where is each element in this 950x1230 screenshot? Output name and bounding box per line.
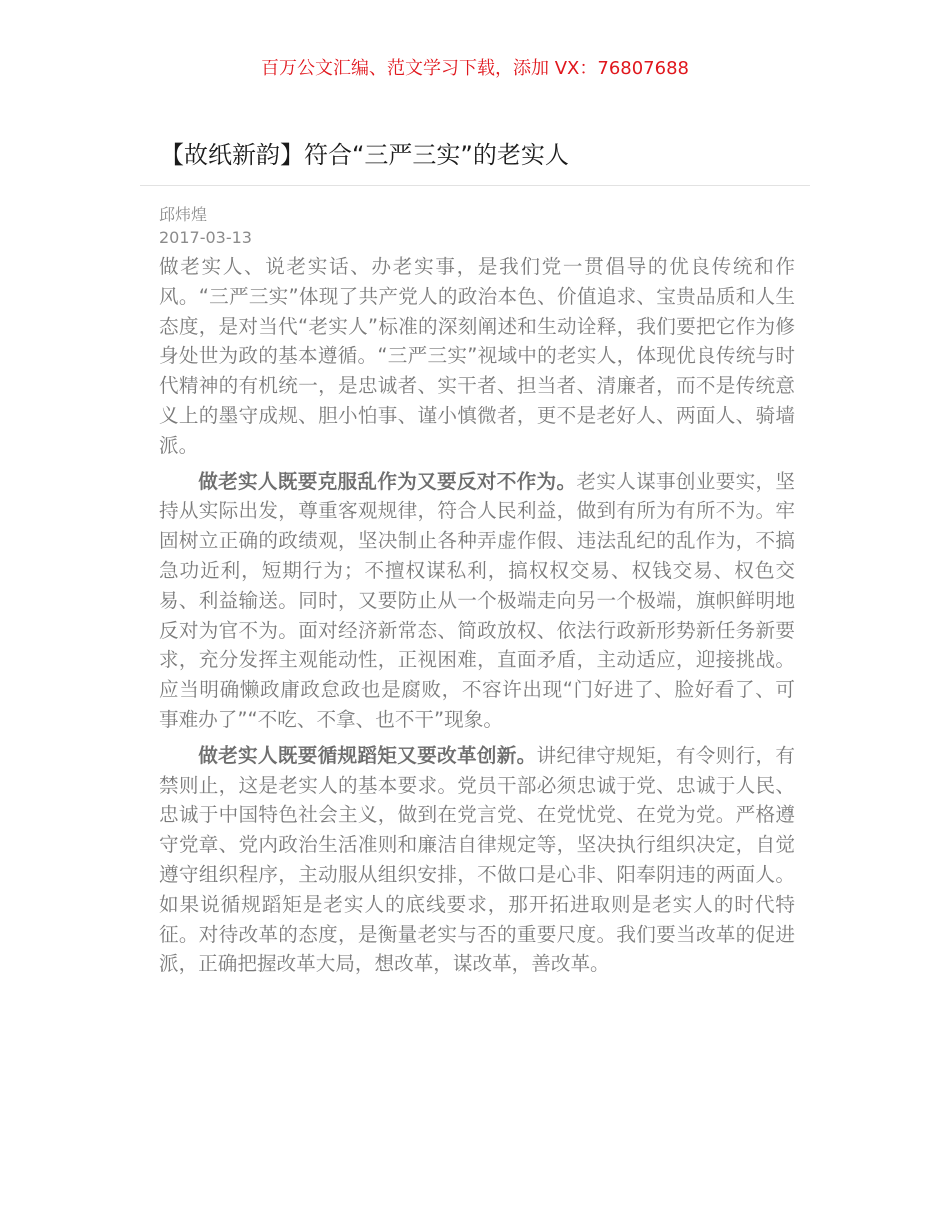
paragraph-reform [159, 741, 795, 979]
paragraph-body: 老实人谋事创业要实，坚持从实际出发，尊重客观规律，符合人民利益，做到有所为有所不为。牢固树立正确的政绩观，坚决制止各种弄虚作假、违法乱纪的乱作为，不搞急功近利，短期行为；不擅权谋私利，搞权权交易、权钱交易、权色交易、利益输送。同时，又要防止从一个极端走向另一个极端，旗帜鲜明地反对为官不为。面对经济新常态、简政放权、依法行政新形势新任务新要求，充分发挥主观能动性，正视困难，直面矛盾，主动适应，迎接挑战。应当明确懒政庸政怠政也是腐败，不容许出现“门好进了、脸好看了、可事难办了”“不吃、不拿、也不干”现象。 [159, 469, 796, 731]
article-date: 2017-03-13 [159, 228, 252, 247]
paragraph-conduct [159, 467, 795, 735]
paragraph-lead: 做老实人既要循规蹈矩又要改革创新。 [198, 743, 537, 767]
paragraph-body: 讲纪律守规矩，有令则行，有禁则止，这是老实人的基本要求。党员干部必须忠诚于党、忠诚于人民、忠诚于中国特色社会主义，做到在党言党、在党忧党、在党为党。严格遵守党章、党内政治生活准则和廉洁自律规定等，坚决执行组织决定，自觉遵守组织程序，主动服从组织安排，不做口是心非、阳奉阴违的两面人。如果说循规蹈矩是老实人的底线要求，那开拓进取则是老实人的时代特征。对待改革的态度，是衡量老实与否的重要尺度。我们要当改革的促进派，正确把握改革大局，想改革，谋改革，善改革。 [159, 743, 796, 976]
paragraph-lead: 做老实人既要克服乱作为又要反对不作为。 [198, 469, 577, 493]
download-banner: 百万公文汇编、范文学习下载，添加 VX：76807688 [261, 58, 689, 79]
paragraph-body: 做老实人、说老实话、办老实事，是我们党一贯倡导的优良传统和作风。“三严三实”体现了共产党人的政治本色、价值追求、宝贵品质和人生态度，是对当代“老实人”标准的深刻阐述和生动诠释，我们要把它作为修身处世为政的基本遵循。“三严三实”视域中的老实人，体现优良传统与时代精神的有机统一，是忠诚者、实干者、担当者、清廉者，而不是传统意义上的墨守成规、胆小怕事、谨小慎微者，更不是老好人、两面人、骑墙派。 [159, 255, 795, 457]
article-title: 【故纸新韵】符合“三严三实”的老实人 [160, 141, 569, 169]
article-body [159, 252, 795, 979]
article-author: 邱炜煌 [159, 205, 208, 224]
paragraph-intro [159, 252, 795, 461]
title-divider [140, 185, 810, 186]
